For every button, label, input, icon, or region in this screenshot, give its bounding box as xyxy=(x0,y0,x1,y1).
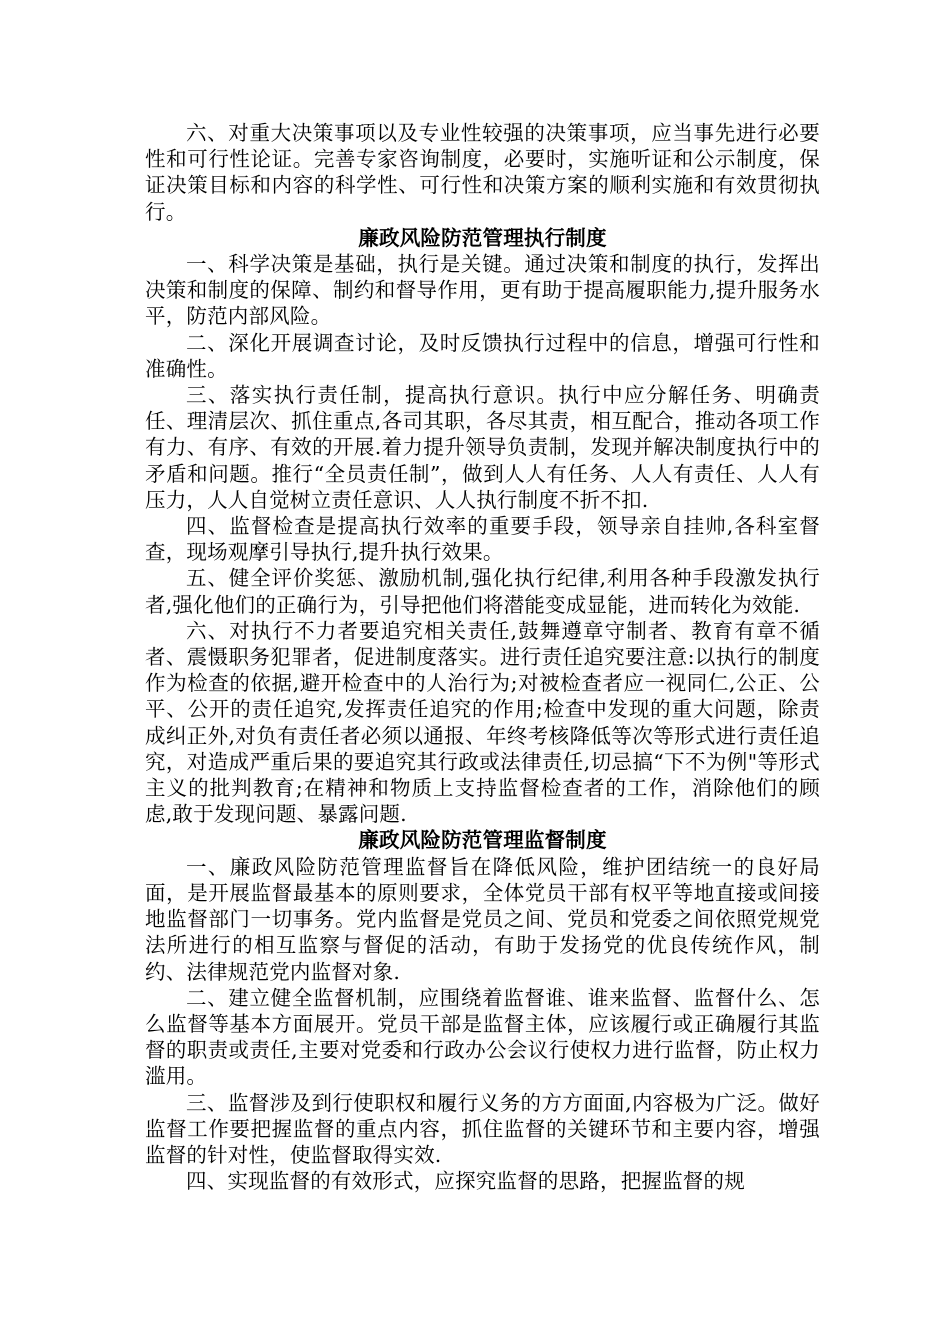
document-body xyxy=(145,120,820,1194)
paragraph: 五、健全评价奖惩、激励机制,强化执行纪律,利用各种手段激发执行者,强化他们的正确行为，引导把他们将潜能变成显能，进而转化为效能. xyxy=(145,566,820,617)
paragraph: 二、深化开展调查讨论，及时反馈执行过程中的信息，增强可行性和准确性。 xyxy=(145,330,820,381)
paragraph: 六、对重大决策事项以及专业性较强的决策事项，应当事先进行必要性和可行性论证。完善专家咨询制度，必要时，实施听证和公示制度，保证决策目标和内容的科学性、可行性和决策方案的顺利实施和有效贯彻执行。 xyxy=(145,121,820,224)
paragraph: 三、监督涉及到行使职权和履行义务的方方面面,内容极为广泛。做好监督工作要把握监督的重点内容，抓住监督的关键环节和主要内容，增强监督的针对性，使监督取得实效. xyxy=(145,1090,820,1167)
paragraph: 六、对执行不力者要追究相关责任,鼓舞遵章守制者、教育有章不循者、震慑职务犯罪者，促进制度落实。进行责任追究要注意:以执行的制度作为检查的依据,避开检查中的人治行为;对被检查者应一视同仁,公正、公平、公开的责任追究,发挥责任追究的作用;检查中发现的重大问题，除责成纠正外,对负有责任者必须以通报、年终考核降低等次等形式进行责任追究，对造成严重后果的要追究其行政或法律责任,切忌搞“下不为例"等形式主义的批判教育;在精神和物质上支持监督检查者的工作，消除他们的顾虑,敢于发现问题、暴露问题. xyxy=(145,618,820,827)
section-title-execution: 廉政风险防范管理执行制度 xyxy=(358,225,607,250)
paragraph: 二、建立健全监督机制，应围绕着监督谁、谁来监督、监督什么、怎么监督等基本方面展开。党员干部是监督主体，应该履行或正确履行其监督的职责或责任,主要对党委和行政办公会议行使权力进行监督，防止权力滥用。 xyxy=(145,985,820,1089)
paragraph: 一、科学决策是基础，执行是关键。通过决策和制度的执行，发挥出决策和制度的保障、制约和督导作用，更有助于提高履职能力,提升服务水平，防范内部风险。 xyxy=(145,252,820,329)
paragraph: 一、廉政风险防范管理监督旨在降低风险，维护团结统一的良好局面，是开展监督最基本的原则要求，全体党员干部有权平等地直接或间接地监督部门一切事务。党内监督是党员之间、党员和党委之间依照党规党法所进行的相互监察与督促的活动，有助于发扬党的优良传统作风，制约、法律规范党内监督对象. xyxy=(145,854,820,984)
section-title-supervision: 廉政风险防范管理监督制度 xyxy=(358,828,607,853)
paragraph: 四、实现监督的有效形式，应探究监督的思路，把握监督的规 xyxy=(186,1169,745,1194)
paragraph: 四、监督检查是提高执行效率的重要手段，领导亲自挂帅,各科室督查，现场观摩引导执行,提升执行效果。 xyxy=(145,514,820,565)
paragraph: 三、落实执行责任制，提高执行意识。执行中应分解任务、明确责任、理清层次、抓住重点,各司其职，各尽其责，相互配合，推动各项工作有力、有序、有效的开展.着力提升领导负责制，发现并解决制度执行中的矛盾和问题。推行“全员责任制”，做到人人有任务、人人有责任、人人有压力，人人自觉树立责任意识、人人执行制度不折不扣. xyxy=(145,383,820,512)
